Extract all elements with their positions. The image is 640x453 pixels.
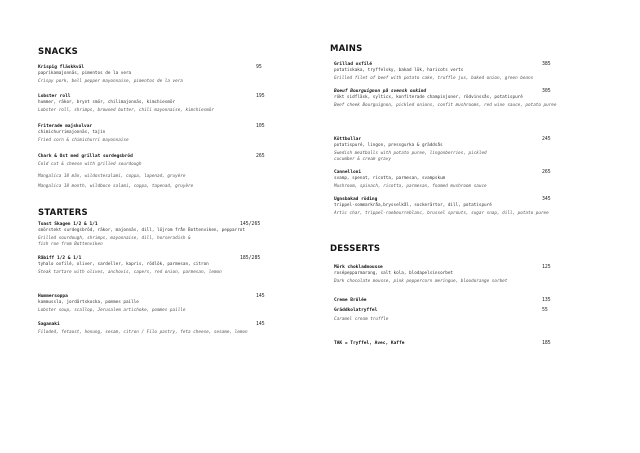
item-price: 125	[542, 265, 551, 270]
item-name: Köttbullar	[334, 137, 362, 142]
item-description-sv: hummer, räkor, brynt smör, chilimajonnäs, kimchiesmör	[38, 100, 176, 105]
item-description-sv: tyhalo oxfilé, oliver, sardeller, kapris, rödlök, parmesan, citron	[38, 262, 209, 267]
item-name: Grillad oxfilé	[334, 62, 372, 67]
item-description-sv: potatispuré, lingon, pressgurka & gräddsås	[334, 143, 443, 148]
item-name: Mörk chokladmousse	[334, 265, 383, 270]
item-description-en: Artic char, trippel-roebeurreblanc, brussel sprouts, sugar snap, dill, potato puree	[334, 211, 549, 217]
item-price: 105	[256, 124, 265, 129]
item-description-en: Swedish meatballs with potato puree, lingonberries, pickled cucumber & cream gravy	[334, 151, 487, 162]
menu-item	[334, 308, 586, 322]
item-description-en: Filoded, fetaost, honung, sesam, citron / Filo pastry, feta cheese, sesame, lemon	[38, 330, 248, 335]
menu-item	[334, 298, 586, 304]
item-price: 345	[542, 197, 551, 202]
item-price: 245	[542, 137, 551, 142]
menu-item	[334, 137, 586, 162]
menu-item	[334, 265, 586, 285]
item-description-en: Steak tartare with olives, anchovis, capers, red onion, parmesan, lemon	[38, 270, 222, 276]
item-name: Friterade majskolvar	[38, 124, 93, 129]
item-description-en: Fried corn & chimichurri mayonnaise	[38, 138, 129, 144]
item-name: Saganaki	[38, 322, 60, 327]
menu-item	[38, 65, 276, 85]
mains-title: MAINS	[330, 44, 363, 54]
menu-item	[38, 322, 276, 335]
item-description-sv: svamp, spenat, ricotta, parmesan, svampskum	[334, 176, 446, 181]
item-name: Creme Brûlée	[334, 298, 367, 303]
item-name: Hummersoppa	[38, 294, 68, 299]
item-description-en: Caramel cream truffle	[334, 317, 389, 322]
item-price: 55	[542, 308, 548, 313]
item-description-sv: trippel-sommarkråa,brysselkål, sockerärtor, dill, potatispuré	[334, 203, 492, 208]
item-price: 135	[542, 298, 551, 303]
item-name: Toast Skagen 1/2 & 1/1	[38, 222, 98, 227]
item-price: 185/285	[240, 256, 261, 261]
item-description-en: Grilled filet of beef with potato cake, truffle jus, baked onion, green beans	[334, 76, 534, 82]
item-price: 265	[256, 154, 265, 159]
item-price: 195	[256, 94, 265, 99]
menu-item	[334, 89, 586, 109]
item-price: 145	[256, 322, 265, 327]
item-description-en: Lobster soup, scallop, Jerusalem artichoke, pommes paille	[38, 308, 186, 314]
item-name: Cannelloni	[334, 170, 362, 175]
item-name: Gräddkolatryffel	[334, 308, 378, 313]
item-price: 305	[542, 89, 551, 94]
item-description-en: Beef cheek Bourguignon, pickled onions, confit mushrooms, red wine sauce, potato puree	[334, 103, 557, 109]
item-name: Råbiff 1/2 & 1/1	[38, 256, 82, 261]
extra-line: Mangalica 18 month, wildboce salami, coppa, tapenad, gruyère	[38, 184, 194, 189]
item-description-en: Grilled sourdough, shrimps, mayonnaise, dill, horseradish & fish roe from Bottenviken	[38, 236, 191, 247]
menu-item	[38, 256, 276, 276]
menu-item	[38, 154, 276, 167]
item-description-sv: potatiskaka, tryffelsky, bakad lök, haricots verts	[334, 68, 464, 73]
item-price: 145/265	[240, 222, 261, 227]
item-name: Krispig fläskkväl	[38, 65, 85, 70]
menu-item	[334, 62, 586, 82]
item-name: Chark & Ost med grillat surdegsbröd	[38, 154, 133, 159]
item-description-en: Crispy pork, bell pepper mayonnaise, pimentos de la vera	[38, 79, 183, 85]
item-name: TAK = Tryffel, Avec, Kaffe	[334, 341, 405, 346]
menu-item	[334, 197, 586, 217]
item-description-sv: smörstekt surdegsbröd, räkor, majonnäs, dill, löjrom från Bottenviken, pepparrot	[38, 228, 245, 233]
menu-item	[38, 124, 276, 144]
item-price: 95	[256, 65, 262, 70]
item-price: 185	[542, 341, 551, 346]
desserts-title: DESSERTS	[330, 244, 381, 254]
item-name: Lobster roll	[38, 94, 71, 99]
item-description-en: Dark chocolate mousse, pink peppercorn meringue, bloodorange sorbet	[334, 279, 508, 285]
item-name: Ugnsbakad röding	[334, 197, 378, 202]
snacks-title: SNACKS	[38, 47, 78, 57]
item-description-sv: chimichurrimajonnäs, tajín	[38, 130, 106, 135]
item-description-sv: rökt sidfläsk, sylticx, konfiterade champinjoner, rödvinssås, potatispuré	[334, 95, 523, 100]
item-description-en: Mushroom, spinach, ricotta, parmesan, foamed mushroom sauce	[334, 184, 487, 190]
item-description-sv: rosépepparmarang, salt kola, blodapelsinsorbet	[334, 271, 453, 276]
item-price: 145	[256, 294, 265, 299]
item-description-sv: kammussla, jordärtskocka, pommes paille	[38, 300, 139, 305]
menu-item	[38, 94, 276, 114]
item-price: 265	[542, 170, 551, 175]
item-description-en: Lobster roll, shrimps, browned butter, chili mayonnaise, kimchiesmör	[38, 108, 214, 114]
item-name: Boeuf Bourguignon på svensk oxkind	[334, 89, 427, 94]
item-description-en: Cold cut & cheese with grilled sourdough	[38, 162, 142, 167]
item-price: 385	[542, 62, 551, 67]
starters-title: STARTERS	[38, 208, 88, 218]
menu-item	[334, 170, 586, 190]
menu-item	[334, 341, 586, 347]
menu-item	[38, 222, 276, 247]
menu-item	[38, 294, 276, 314]
item-description-sv: paprikamajonnäs, pimentos de la vera	[38, 71, 132, 76]
extra-line: Mangalica 18 mån, wildostesalami, coppa, lapenad, gruyère	[38, 174, 186, 179]
